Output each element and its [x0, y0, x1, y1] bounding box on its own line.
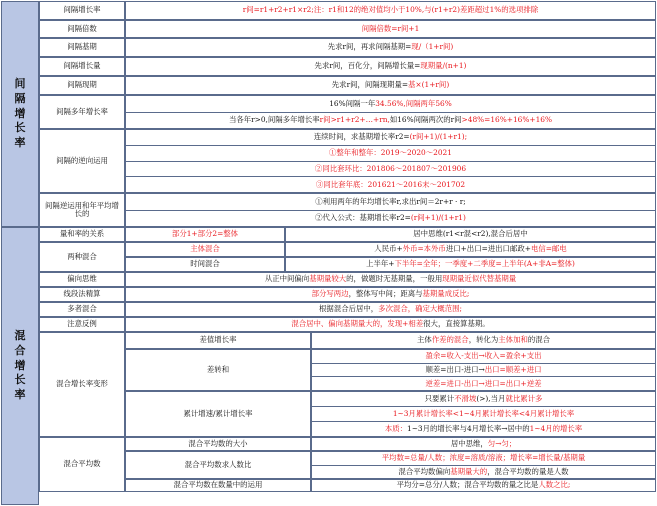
text-line: ①整年和整年：2019～2020～2021: [126, 145, 655, 161]
text-line: 盈余=收入-支出→收入=盈余+支出: [425, 351, 542, 361]
row-value: 平均分=总分/人数；混合平均数的量之比是 人数之比;: [311, 479, 656, 492]
text-line: 顺差=出口-进口→ 出口=顺差+进口: [312, 363, 655, 377]
text-line: 逆差=进口-出口→进口=出口+逆差: [312, 376, 655, 390]
row-label: 偏向思维: [39, 272, 125, 287]
row-sub: 混合平均数在数量中的运用: [125, 479, 311, 492]
row-label: 线段法精算: [39, 287, 125, 302]
text-line: 只要累计 不滑坡 (>),当月 就比累计多: [424, 393, 543, 403]
text-line: ②同比套环比：201806～201807～201906: [126, 161, 655, 177]
section-title-char: 率: [14, 388, 26, 402]
text-segment: 先求r间，百化分，间隔增长量=: [314, 61, 421, 71]
row-value-multiline: [125, 95, 656, 129]
text-line: 1~3月累计增长率<1~4月累计增长率<4月累计增长率: [312, 406, 655, 421]
notes-table: [1, 1, 656, 505]
row-value: 居中思维， 匀→匀；: [311, 437, 656, 451]
section-title-char: 长: [14, 373, 26, 387]
text-line: ①利用两年的年均增长率r,求出r间＝2r+r · r;: [315, 196, 466, 206]
row-label: 间隔的逆向运用: [39, 129, 125, 193]
row-value: 上半年+ 下半年=全年；一季度+二季度=上半年(A+非A=整体): [285, 257, 656, 272]
section-title-char: 率: [14, 136, 26, 150]
row-sub: 累计增速/累计增长率: [125, 391, 311, 437]
row-value: 从正中间偏向 基期量较大 的，做题时无基期量，一般用 现期量近似代替基期量: [125, 272, 656, 287]
row-label: 注意反例: [39, 317, 125, 332]
text-segment: 先求r间，间隔现期量=: [331, 80, 409, 90]
row-value: 主体 作差的混合 ，转化为 主体加和 的混合: [311, 332, 656, 349]
row-label: 间隔基期: [39, 38, 125, 57]
row-value: 间隔倍数=r间+1: [125, 20, 656, 38]
text-segment: 先求r间，再求间隔基期=: [327, 42, 412, 52]
row-label: 两种混合: [39, 242, 125, 272]
text-line: 当各年r>0,间隔多年增长率 r间>r1+r2+…+rn, 如16%间隔两次的r间 >48%=16%+16%+16%: [126, 112, 655, 129]
text-highlight: 基×(1+r间): [408, 80, 450, 90]
row-value-multiline: [311, 391, 656, 437]
text-line: 平均数=总量/人数；浓度=溶质/溶液；增长率=增长量/基期量: [381, 453, 586, 463]
section-title-char: 增: [14, 358, 26, 372]
row-label: 混合平均数: [39, 437, 125, 492]
row-sub: 混合平均数的大小: [125, 437, 311, 451]
row-label: 间隔倍数: [39, 20, 125, 38]
row-value: [125, 57, 656, 76]
row-label: 间隔多年增长率: [39, 95, 125, 129]
row-label: 间隔增长率: [39, 1, 125, 20]
row-label: 间隔逆运用和年平均增长的: [39, 193, 125, 227]
section-title-char: 长: [14, 121, 26, 135]
section-header-interval-growth: [1, 1, 39, 227]
row-value: r间=r1+r2+r1×r2;注：r1和12的绝对值均小于10%,与(r1+r2)差距超过1%的选项排除: [125, 1, 656, 20]
row-sub: 混合平均数求人数比: [125, 451, 311, 479]
row-value: 人民币+ 外币=本外币 进口+出口=进出口邮政+ 电信=邮电: [285, 242, 656, 257]
row-value: 混合居中、偏向基期量大的，发现+相差 很大，直接算基期。: [125, 317, 656, 332]
row-label: 混合增长率变形: [39, 332, 125, 437]
row-sub: 差转和: [125, 349, 311, 391]
row-value-multiline: [125, 193, 656, 227]
row-label: 间隔现期: [39, 76, 125, 95]
row-sub: 时间混合: [125, 257, 285, 272]
row-label: 量和率的关系: [39, 227, 125, 242]
row-label: 间隔增长量: [39, 57, 125, 76]
row-sub: 主体混合: [125, 242, 285, 257]
row-value-multiline: [311, 349, 656, 391]
row-label: 多者混合: [39, 302, 125, 317]
row-value: [125, 76, 656, 95]
section-title-char: 混: [14, 328, 26, 342]
row-sub: 差值增长率: [125, 332, 311, 349]
row-value: 部分写两边 ，整体写中间；距离与 基期量成反比;: [125, 287, 656, 302]
section-title-char: 合: [14, 343, 26, 357]
text-line: 混合平均数偏向 基期量大的 ，混合平均数的量是人数: [312, 465, 655, 479]
text-highlight: 现/（1+r间): [411, 42, 454, 52]
section-title-char: 间: [14, 76, 26, 90]
row-value: 居中思维(r1<r混<r2),混合后居中: [285, 227, 656, 242]
text-line: ②代入公式：基期增长率r2= (r间+1)/(1+r1): [126, 210, 655, 227]
text-line: 连续时间，求基期增长率r2= (r间+1)/(1+r1);: [313, 132, 468, 142]
row-value-multiline: [311, 451, 656, 479]
section-title-char: 增: [14, 106, 26, 120]
text-line: 16%间隔一年 34.56%,间隔两年56%: [329, 98, 452, 108]
text-line: 本质： 1~3月的增长率与4月增长率→居中的 1~4月的增长率: [312, 421, 655, 436]
section-title-char: 隔: [14, 91, 26, 105]
row-value: [125, 38, 656, 57]
text-line: ③同比套年底：201621～2016末～201702: [126, 176, 655, 192]
row-value: 根据混合后居中， 多次混合，确定大概范围;: [125, 302, 656, 317]
row-mid: 部分1+部分2=整体: [125, 227, 285, 242]
text-highlight: 现期量/(n+1): [420, 61, 467, 71]
row-value-multiline: [125, 129, 656, 193]
section-header-mixed-growth: [1, 227, 39, 505]
